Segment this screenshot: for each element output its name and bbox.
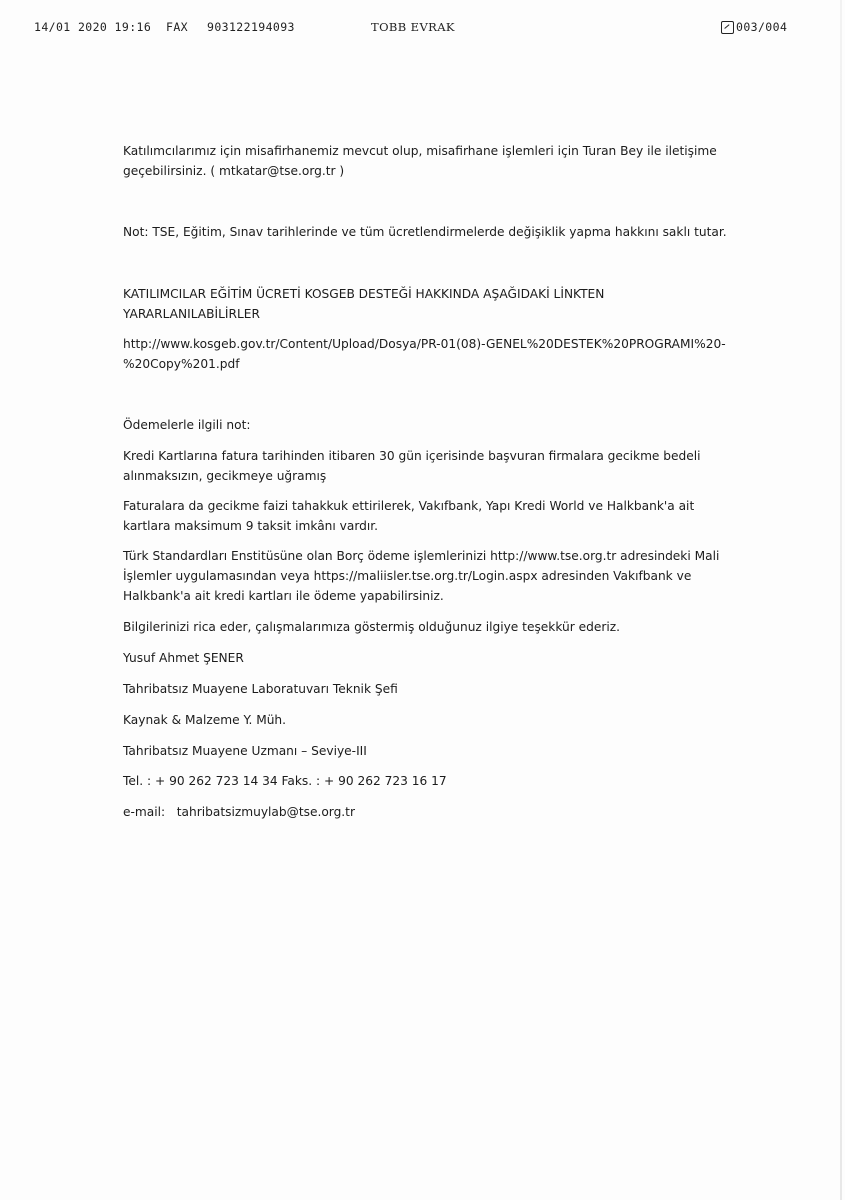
kosgeb-link-line-2: %20Copy%201.pdf — [123, 357, 240, 371]
signature-phone — [123, 771, 733, 791]
signature-title-2 — [123, 710, 733, 730]
debt-payment-line-1: Türk Standardları Enstitüsüne olan Borç ödeme işlemlerinizi http://www.tse.org.tr adresindeki Mali — [123, 549, 720, 563]
fax-sender: TOBB EVRAK — [371, 20, 455, 34]
signer-title-2: Kaynak & Malzeme Y. Müh. — [123, 713, 287, 727]
installments-paragraph — [123, 496, 733, 536]
signer-phone: Tel. : + 90 262 723 14 34 Faks. : + 90 262 723 16 17 — [123, 774, 447, 788]
installments-line-2: kartlara maksimum 9 taksit imkânı vardır. — [123, 519, 379, 533]
signature-title-1 — [123, 679, 733, 699]
note-text: Not: TSE, Eğitim, Sınav tarihlerinde ve tüm ücretlendirmelerde değişiklik yapma hakkını saklı tutar. — [123, 225, 727, 239]
signature-email — [123, 802, 733, 822]
signer-title-1: Tahribatsız Muayene Laboratuvarı Teknik Şefi — [123, 682, 398, 696]
kosgeb-heading — [123, 284, 733, 324]
debt-payment-line-2: İşlemler uygulamasından veya https://maliisler.tse.org.tr/Login.aspx adresinden Vakıfbank ve — [123, 569, 692, 583]
kosgeb-link — [123, 334, 733, 374]
installments-line-1: Faturalara da gecikme faizi tahakkuk ettirilerek, Vakıfbank, Yapı Kredi World ve Halkbank'a ait — [123, 499, 695, 513]
fax-page-number: 003/004 — [736, 20, 788, 34]
credit-card-paragraph — [123, 446, 733, 486]
payment-heading-text: Ödemelerle ilgili not: — [123, 418, 251, 432]
debt-payment-line-3: Halkbank'a ait kredi kartları ile ödeme yapabilirsiniz. — [123, 589, 444, 603]
fax-header — [0, 20, 845, 38]
guesthouse-line-1: Katılımcılarımız için misafirhanemiz mevcut olup, misafirhane işlemleri için Turan Bey ile iletişime — [123, 144, 717, 158]
fax-page-indicator — [721, 20, 787, 34]
kosgeb-line-1: KATILIMCILAR EĞİTİM ÜCRETİ KOSGEB DESTEĞİ HAKKINDA AŞAĞIDAKİ LİNKTEN — [123, 287, 605, 301]
fax-date-time: 14/01 2020 19:16 — [34, 20, 152, 34]
signer-title-3: Tahribatsız Muayene Uzmanı – Seviye-III — [123, 744, 367, 758]
guesthouse-paragraph — [123, 141, 733, 181]
thanks-paragraph — [123, 617, 733, 637]
scan-edge — [840, 0, 842, 1200]
fax-label: FAX — [166, 20, 188, 34]
email-address: tahribatsizmuylab@tse.org.tr — [176, 805, 355, 819]
thanks-text: Bilgilerinizi rica eder, çalışmalarımıza göstermiş olduğunuz ilgiye teşekkür ederiz. — [123, 620, 621, 634]
signature-title-3 — [123, 741, 733, 761]
guesthouse-line-2: geçebilirsiniz. ( mtkatar@tse.org.tr ) — [123, 164, 345, 178]
signer-name: Yusuf Ahmet ŞENER — [123, 651, 244, 665]
credit-card-line-1: Kredi Kartlarına fatura tarihinden itibaren 30 gün içerisinde başvuran firmalara gecikme bedeli — [123, 449, 701, 463]
page-icon — [721, 21, 734, 34]
kosgeb-line-2: YARARLANILABİLİRLER — [123, 307, 260, 321]
email-label: e-mail: — [123, 805, 166, 819]
kosgeb-link-line-1: http://www.kosgeb.gov.tr/Content/Upload/Dosya/PR-01(08)-GENEL%20DESTEK%20PROGRAMI%20- — [123, 337, 726, 351]
payment-heading — [123, 415, 733, 435]
credit-card-line-2: alınmaksızın, gecikmeye uğramış — [123, 469, 327, 483]
fax-number: 903122194093 — [207, 20, 295, 34]
debt-payment-paragraph — [123, 546, 733, 606]
signature-name — [123, 648, 733, 668]
note-paragraph — [123, 222, 733, 242]
